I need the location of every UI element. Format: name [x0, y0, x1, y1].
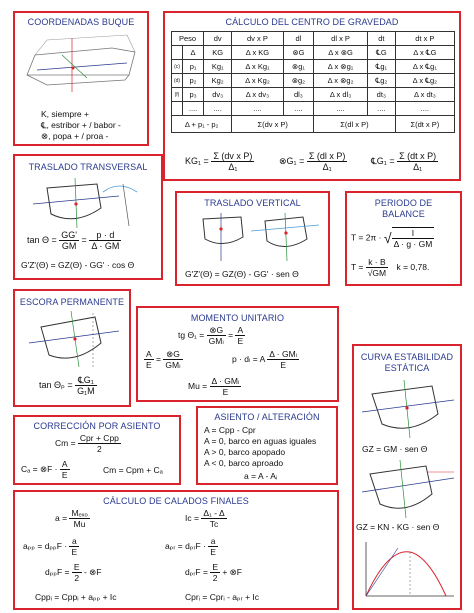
momento-unitario-panel: [136, 306, 339, 402]
ce-formula-gz2: GZ = KN - KG · sen Θ: [356, 522, 440, 532]
table-row: [172, 88, 455, 102]
denominator: G₁M: [77, 386, 95, 396]
coordenadas-title: COORDENADAS BUQUE: [27, 17, 135, 27]
fraction: [397, 151, 438, 172]
stability-curve-plot: [358, 538, 458, 604]
table-cell: ⊗g₁: [283, 60, 314, 74]
fraction: [201, 508, 226, 529]
numerator: Δ₁ - Δ: [203, 508, 225, 518]
table-cell: Δ x ⊗g₂: [314, 74, 368, 88]
numerator: A: [61, 459, 68, 469]
tv-formula-gz: G'Z'(Θ) = GZ(Θ) - GG' · sen Θ: [185, 269, 299, 279]
table-cell: KG: [204, 46, 232, 60]
aa-line-apopado: A > 0, barco apopado: [204, 447, 286, 457]
fraction: [163, 349, 182, 370]
cg-formula-kg: [185, 151, 254, 172]
table-cell: ....: [232, 102, 283, 116]
numerator: GG': [61, 230, 78, 240]
curva-estabilidad-panel: [352, 344, 462, 610]
table-cell: p₁: [183, 60, 204, 74]
equals-sign: =: [228, 329, 234, 340]
denominator: GM: [61, 241, 77, 251]
formula-lhs: dₚₚF =: [45, 566, 70, 577]
asiento-alteracion-panel: [196, 406, 338, 485]
mu-formula-ae: [144, 349, 183, 370]
fraction: [69, 508, 89, 529]
table-cell: ℄g₁: [367, 60, 395, 74]
denominator: GMₗ: [165, 360, 181, 370]
escora-permanente-panel: [13, 289, 131, 407]
permanent-list-diagram: [19, 309, 129, 369]
tt-formula-tan: [27, 230, 121, 251]
numerator: E: [73, 562, 80, 572]
denominator: E: [222, 387, 229, 397]
mu-title: MOMENTO UNITARIO: [190, 313, 285, 323]
table-cell: dt₃: [367, 88, 395, 102]
numerator: k · B: [366, 257, 388, 268]
table-cell: Δ x ℄g₂: [395, 74, 454, 88]
table-header: dt x P: [395, 32, 454, 46]
table-cell: [172, 102, 183, 116]
numerator: Mₑₓₒ: [71, 508, 88, 518]
numerator: ⊗G: [163, 349, 182, 360]
aa-line-def: A = Cpp - Cpr: [204, 425, 256, 435]
denominator: Δ · g · GM: [393, 239, 433, 249]
formula-lhs: a =: [55, 512, 68, 523]
numerator: E: [212, 562, 218, 572]
sqrt-icon: √: [383, 230, 392, 246]
table-cell: dv₃: [204, 88, 232, 102]
fraction: [307, 151, 348, 172]
stability-hull-diagram-top: [358, 378, 458, 440]
pb-formula-k: [351, 257, 429, 278]
formula-rhs: + ⊗F: [222, 566, 242, 577]
formula-lhs: Cₐ = ⊗F ·: [21, 463, 58, 474]
denominator: E: [280, 360, 286, 370]
tt-title: TRASLADO TRANSVERSAL: [28, 162, 148, 172]
table-row: [172, 102, 455, 116]
fraction: [267, 349, 299, 370]
table-cell: Δ x dv₃: [232, 88, 283, 102]
table-cell: p₃: [183, 88, 204, 102]
table-row: [172, 116, 455, 133]
cf-formula-cpp: Cppᵢ = Cppᵢ + aₚₚ + Ic: [35, 592, 117, 602]
cf-formula-a: [55, 508, 90, 529]
cg-title: CÁLCULO DEL CENTRO DE GRAVEDAD: [225, 17, 399, 27]
table-cell: Δ x dt₃: [395, 88, 454, 102]
formula-lhs: dₚᵣF =: [185, 566, 208, 577]
denominator: Δ₁: [413, 162, 423, 172]
table-cell: Δ: [183, 46, 204, 60]
cf-formula-app: [23, 536, 79, 557]
numerator: a: [208, 536, 218, 547]
ce-formula-gz1: GZ = GM · sen Θ: [362, 444, 428, 454]
fraction: [235, 325, 245, 346]
ca-title: CORRECCIÓN POR ASIENTO: [33, 421, 161, 431]
fraction: [89, 230, 121, 251]
formula-lhs: T =: [351, 261, 364, 272]
table-cell: (c): [172, 60, 183, 74]
table-cell: ⊗g₂: [283, 74, 314, 88]
table-row: [172, 74, 455, 88]
table-header: dv x P: [232, 32, 283, 46]
fraction: [72, 562, 82, 583]
cf-formula-cpr: Cprᵢ = Cprᵢ - aₚᵣ + Ic: [185, 592, 260, 602]
centro-gravedad-panel: [163, 11, 461, 181]
denominator: E: [146, 360, 152, 370]
numerator: a: [69, 536, 79, 547]
denominator: E: [61, 470, 68, 480]
denominator: 2: [97, 444, 102, 454]
fraction: [366, 257, 388, 278]
fraction: [144, 349, 154, 370]
formula-lhs: ⊗G₁ =: [279, 155, 305, 166]
periodo-balance-panel: [345, 191, 462, 286]
numerator: Σ (dv x P): [213, 151, 253, 161]
denominator: E: [71, 547, 78, 557]
denominator: √GM: [367, 268, 387, 278]
ca-formula-cm: [55, 433, 121, 454]
ca-formula-cpm: Cm = Cpm + Cₐ: [103, 465, 163, 475]
cg-table: [171, 31, 455, 133]
table-cell: ....: [283, 102, 314, 116]
formula-lhs: Mu =: [188, 380, 208, 391]
formula-lhs: Ic =: [185, 512, 199, 523]
cf-formula-ic: [185, 508, 227, 529]
formula-lhs: KG₁ =: [185, 155, 209, 166]
equals-sign: =: [156, 353, 162, 364]
mu-formula-tg: [178, 325, 245, 346]
equals-sign: =: [81, 234, 87, 245]
mu-formula-pdl: [232, 349, 299, 370]
formula-lhs: T = 2π ·: [351, 232, 382, 243]
table-cell: Σ(dv x P): [232, 116, 314, 133]
mu-formula-mu: [188, 376, 241, 397]
numerator: Σ (dl x P): [308, 151, 346, 161]
formula-rhs: - ⊗F: [83, 566, 102, 577]
denominator: E: [210, 547, 216, 557]
table-cell: ....: [314, 102, 368, 116]
numerator: ℄G₁: [75, 375, 97, 386]
formula-lhs: aₚₚ = dₚₚF ·: [23, 540, 68, 551]
aa-line-equal: A = 0, barco en aguas iguales: [204, 436, 317, 446]
table-cell: Δ x ℄g₁: [395, 60, 454, 74]
table-cell: Δ x Kg₁: [232, 60, 283, 74]
aa-formula-a: a = A - Aᵢ: [244, 471, 278, 481]
table-cell: ⊗G: [283, 46, 314, 60]
denominator: Δ · GM: [91, 241, 120, 251]
correccion-asiento-panel: [13, 415, 181, 485]
table-cell: Δ x ℄G: [395, 46, 454, 60]
ce-title-line2: ESTÁTICA: [384, 363, 430, 373]
fraction: [210, 376, 242, 397]
table-cell: [172, 46, 183, 60]
numerator: A: [146, 349, 152, 359]
fraction: [69, 536, 79, 557]
numerator: Δ · GMₗ: [211, 376, 240, 386]
table-cell: dl₃: [283, 88, 314, 102]
calados-finales-panel: [13, 490, 339, 610]
table-header: dl x P: [314, 32, 368, 46]
fraction: [60, 459, 70, 480]
ca-formula-ca: [21, 459, 70, 480]
stability-hull-diagram-bottom: [358, 458, 458, 520]
table-cell: (f): [172, 88, 183, 102]
denominator: Δ₁: [228, 162, 238, 172]
ep-title: ESCORA PERMANENTE: [19, 297, 125, 307]
coord-line-cl: ℄, estribor + / babor -: [41, 120, 121, 130]
table-header: Peso: [172, 32, 204, 46]
formula-lhs: p · dₗ = A: [232, 353, 265, 364]
table-cell: Δ + p₁ - p₂: [172, 116, 232, 133]
fraction: [78, 433, 121, 454]
pb-title-line1: PERIODO DE: [374, 198, 433, 208]
ce-title-line1: CURVA ESTABILIDAD: [360, 352, 454, 362]
table-row: [172, 32, 455, 46]
formula-lhs: ℄G₁ =: [371, 155, 395, 166]
table-cell: ....: [367, 102, 395, 116]
table-cell: Δ x ⊗G: [314, 46, 368, 60]
coord-line-mid: ⊗, popa + / proa -: [41, 131, 109, 141]
numerator: A: [237, 325, 244, 335]
cg-formula-lcg: [279, 151, 347, 172]
formula-lhs: aₚᵣ = dₚᵣF ·: [165, 540, 206, 551]
fraction: [75, 375, 97, 396]
denominator: GMₗ: [208, 336, 224, 346]
denominator: E: [237, 336, 244, 346]
table-cell: Δ x dl₃: [314, 88, 368, 102]
table-cell: ℄G: [367, 46, 395, 60]
table-cell: Σ(dl x P): [314, 116, 396, 133]
coord-line-k: K, siempre +: [41, 109, 89, 119]
numerator: Cpr + Cpp: [79, 433, 119, 443]
tv-title: TRASLADO VERTICAL: [204, 198, 301, 208]
cg-formula-tcg: [371, 151, 438, 172]
vertical-shift-diagram: [181, 209, 326, 264]
table-cell: Kg₂: [204, 74, 232, 88]
aa-line-aproado: A < 0, barco aproado: [204, 458, 284, 468]
denominator: 2: [212, 573, 218, 583]
denominator: 2: [74, 573, 80, 583]
table-cell: ....: [204, 102, 232, 116]
table-cell: ....: [183, 102, 204, 116]
cf-title: CÁLCULO DE CALADOS FINALES: [103, 496, 249, 506]
table-cell: Δ x Kg₂: [232, 74, 283, 88]
formula-lhs: tg Θ₁ =: [178, 329, 205, 340]
tt-formula-gz: G'Z'(Θ) = GZ(Θ) - GG' · cos Θ: [21, 260, 135, 270]
fraction: [207, 325, 226, 346]
table-cell: Δ x ⊗g₁: [314, 60, 368, 74]
table-cell: Σ(dt x P): [395, 116, 454, 133]
formula-lhs: tan Θₚ =: [39, 379, 73, 390]
ep-formula-tan: [39, 375, 97, 396]
ship-coordinates-diagram: [17, 30, 149, 100]
table-cell: (d): [172, 74, 183, 88]
table-cell: p₂: [183, 74, 204, 88]
table-header: dl: [283, 32, 314, 46]
cf-formula-dprf: [185, 562, 242, 583]
denominator: Δ₁: [322, 162, 332, 172]
fraction: [392, 227, 435, 249]
formula-lhs: Cm =: [55, 437, 76, 448]
table-cell: Δ x KG: [232, 46, 283, 60]
traslado-vertical-panel: [175, 191, 330, 286]
table-cell: ....: [395, 102, 454, 116]
denominator: Tc: [209, 519, 219, 529]
fraction: [59, 230, 79, 251]
cf-formula-apr: [165, 536, 218, 557]
pb-formula-period: [351, 227, 434, 249]
formula-lhs: tan Θ =: [27, 234, 57, 245]
table-row: [172, 60, 455, 74]
denominator: Mu: [73, 519, 86, 529]
numerator: I: [392, 228, 435, 239]
pb-title-line2: BALANCE: [382, 209, 425, 219]
numerator: ⊗G: [207, 325, 226, 336]
table-header: dt: [367, 32, 395, 46]
formula-rhs: k = 0,78.: [396, 261, 430, 272]
traslado-transversal-panel: [13, 154, 163, 280]
coordenadas-buque-panel: [13, 11, 149, 146]
numerator: p · d: [89, 230, 121, 241]
fraction: [210, 562, 220, 583]
table-cell: Kg₁: [204, 60, 232, 74]
table-header: dv: [204, 32, 232, 46]
cf-formula-dppf: [45, 562, 101, 583]
table-cell: ℄g₂: [367, 74, 395, 88]
numerator: Σ (dt x P): [399, 151, 437, 161]
fraction: [208, 536, 218, 557]
fraction: [211, 151, 254, 172]
aa-title: ASIENTO / ALTERACIÓN: [214, 412, 320, 422]
transverse-shift-diagram: [19, 174, 159, 230]
table-row: [172, 46, 455, 60]
numerator: Δ · GMₗ: [269, 349, 298, 359]
